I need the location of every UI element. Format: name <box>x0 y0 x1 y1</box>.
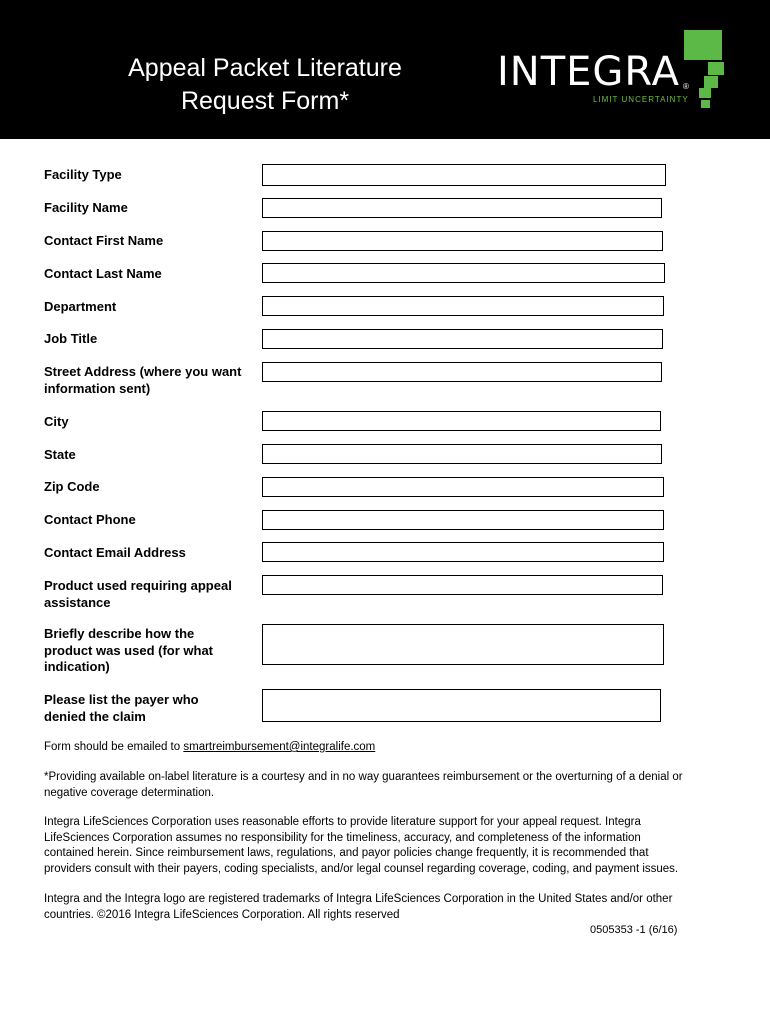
product-usage-description-label-line3: indication) <box>44 659 110 674</box>
page-title <box>85 52 445 118</box>
city-label: City <box>44 414 69 429</box>
email-instruction-text: Form should be emailed to <box>44 741 184 753</box>
logo-wordmark: INTEGRA <box>497 49 680 95</box>
contact-phone-field[interactable] <box>262 510 664 530</box>
liability-statement-line1: Integra LifeSciences Corporation uses reasonable efforts to provide literature support for your appeal request. Integra <box>44 816 641 828</box>
courtesy-disclaimer <box>44 770 734 801</box>
liability-statement-line4: providers consult with their payers, coding specialists, and/or legal counsel regarding coverage, coding, and payment issues. <box>44 862 679 875</box>
submission-email-link[interactable]: smartreimbursement@integralife.com <box>183 741 376 753</box>
logo-square <box>684 30 722 60</box>
liability-statement-line2: LifeSciences Corporation assumes no responsibility for the timeliness, accuracy, and completeness of the information <box>44 831 641 844</box>
contact-email-field[interactable] <box>262 542 664 562</box>
denying-payer-label <box>44 692 199 725</box>
product-used-label-line2: assistance <box>44 594 111 610</box>
logo-square <box>704 76 718 88</box>
product-used-label <box>44 578 232 611</box>
document-code: 0505353 -1 (6/16) <box>590 924 678 936</box>
facility-type-label: Facility Type <box>44 167 122 182</box>
city-field[interactable] <box>262 411 661 431</box>
trademark-notice-line2: countries. ©2016 Integra LifeSciences Corporation. All rights reserved <box>44 908 400 921</box>
facility-type-field[interactable] <box>262 164 666 186</box>
department-label: Department <box>44 299 117 314</box>
courtesy-disclaimer-line1: *Providing available on-label literature is a courtesy and in no way guarantees reimbursement or the overturning of a denial or <box>44 771 683 783</box>
contact-phone-label: Contact Phone <box>44 512 136 527</box>
page-title-line1: Appeal Packet Literature <box>128 54 402 82</box>
zip-code-field[interactable] <box>262 477 664 497</box>
contact-last-name-label: Contact Last Name <box>44 266 162 281</box>
street-address-label-line1: Street Address (where you want <box>44 364 242 379</box>
product-usage-description-label-line2: product was used (for what <box>44 642 214 658</box>
logo-square <box>699 88 711 98</box>
zip-code-label: Zip Code <box>44 479 100 494</box>
page-title-line2: Request Form* <box>180 87 350 115</box>
street-address-label <box>44 364 241 397</box>
liability-statement <box>44 815 734 877</box>
courtesy-disclaimer-line2: negative coverage determination. <box>44 786 215 799</box>
trademark-notice-line1: Integra and the Integra logo are registered trademarks of Integra LifeSciences Corporation in the United States and/or other <box>44 893 673 905</box>
denying-payer-label-line1: Please list the payer who <box>44 692 199 707</box>
facility-name-field[interactable] <box>262 198 662 218</box>
integra-logo <box>494 28 734 118</box>
product-used-field[interactable] <box>262 575 663 595</box>
trademark-notice <box>44 892 734 923</box>
denying-payer-label-line2: denied the claim <box>44 708 146 724</box>
street-address-label-line2: information sent) <box>44 380 151 396</box>
department-field[interactable] <box>262 296 664 316</box>
logo-tagline: LIMIT UNCERTAINTY <box>593 95 689 104</box>
logo-registered-mark: ® <box>683 82 689 91</box>
contact-first-name-label: Contact First Name <box>44 233 164 248</box>
product-usage-description-label-line1: Briefly describe how the <box>44 626 195 641</box>
facility-name-label: Facility Name <box>44 200 128 215</box>
liability-statement-line3: contained herein. Since reimbursement laws, regulations, and payor policies change frequently, it is recommended that <box>44 847 649 859</box>
contact-email-label: Contact Email Address <box>44 545 186 560</box>
state-label: State <box>44 447 76 462</box>
state-field[interactable] <box>262 444 662 464</box>
denying-payer-field[interactable] <box>262 689 661 722</box>
product-usage-description-field[interactable] <box>262 624 664 665</box>
job-title-field[interactable] <box>262 329 663 349</box>
product-usage-description-label <box>44 626 213 676</box>
contact-last-name-field[interactable] <box>262 263 665 283</box>
header-bar <box>0 0 770 139</box>
contact-first-name-field[interactable] <box>262 231 663 251</box>
job-title-label: Job Title <box>44 331 98 346</box>
logo-square <box>708 62 724 75</box>
product-used-label-line1: Product used requiring appeal <box>44 578 232 593</box>
street-address-field[interactable] <box>262 362 662 382</box>
logo-square <box>701 100 710 108</box>
email-instruction <box>44 740 734 756</box>
